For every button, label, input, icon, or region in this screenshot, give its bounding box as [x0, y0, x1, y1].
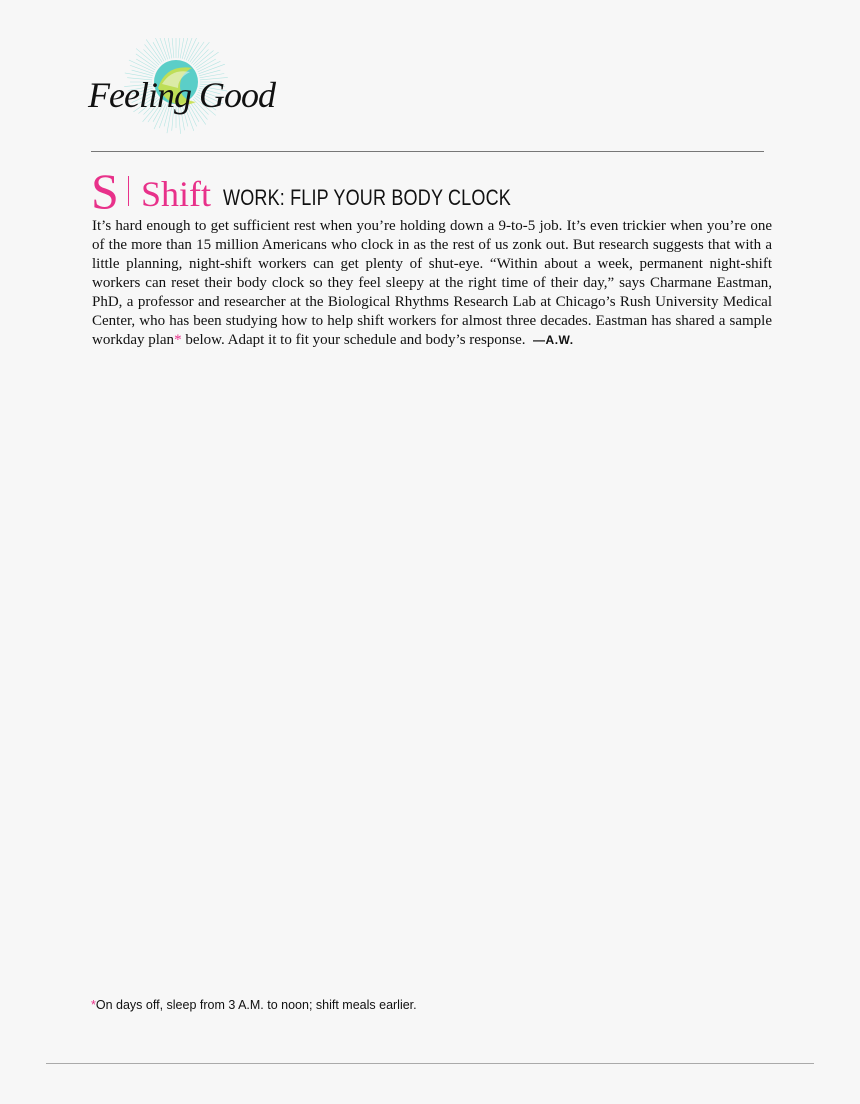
footnote-marker: * [174, 332, 182, 348]
footnote [91, 998, 417, 1012]
bottom-divider [46, 1063, 814, 1064]
headline-text: WORK: FLIP YOUR BODY CLOCK [223, 185, 511, 210]
article-body [92, 217, 772, 350]
footnote-asterisk: * [91, 998, 96, 1012]
masthead-title: Feeling Good [88, 75, 275, 115]
headline-accent-word: Shift [141, 174, 212, 214]
masthead-logo [88, 38, 288, 138]
drop-letter: S [91, 163, 119, 219]
footnote-text: On days off, sleep from 3 A.M. to noon; shift meals earlier. [95, 998, 417, 1012]
byline: —A.W. [533, 333, 574, 347]
headline-divider [128, 176, 129, 206]
article-body-end: below. Adapt it to fit your schedule and body’s response. [181, 332, 526, 348]
article-body-main: It’s hard enough to get sufficient rest when you’re holding down a 9-to-5 job. It’s even trickier when you’re one of the more than 15 million Americans who clock in as the rest of us zonk out. But research suggests that with a little planning, night-shift workers can get plenty of shut-eye. “Within about a week, permanent night-shift workers can reset their body clock so they feel sleepy at the right time of their day,” says Charmane Eastman, PhD, a professor and researcher at the Biological Rhythms Research Lab at Chicago’s Rush University Medical Center, who has been studying how to help shift workers for almost three decades. Eastman has shared a sample workday plan [92, 218, 772, 348]
top-divider [91, 151, 764, 152]
